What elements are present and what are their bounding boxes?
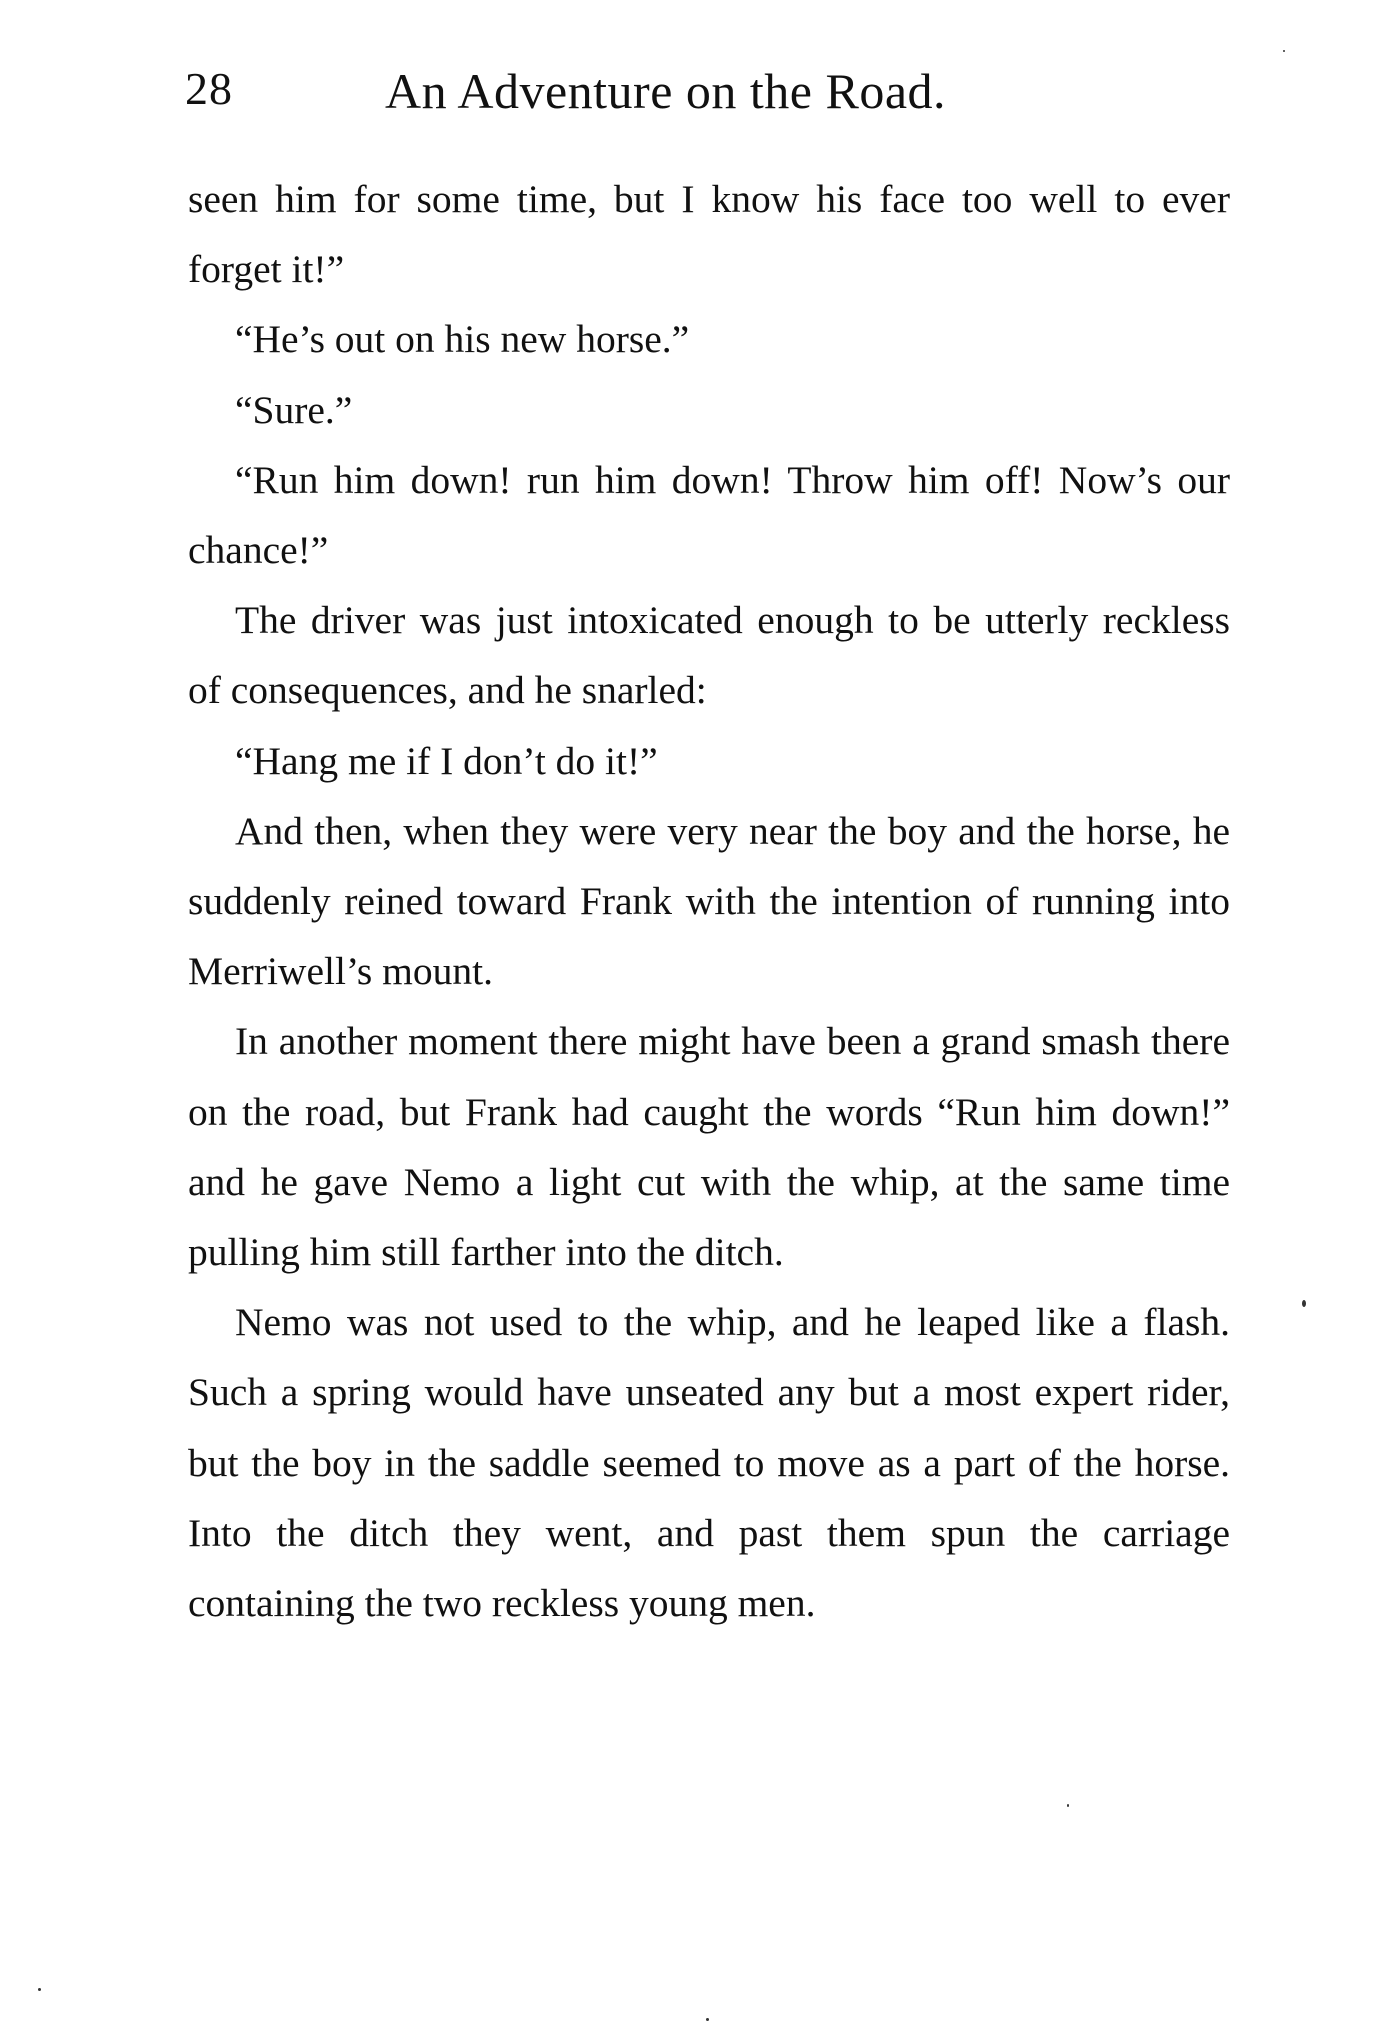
paragraph: “Hang me if I don’t do it!” — [235, 738, 658, 783]
running-title: An Adventure on the Road. — [385, 63, 947, 119]
body-text — [188, 164, 1230, 1638]
paragraph: “Run him down! run him down! Throw him off! Now’s our chance!” — [188, 457, 1230, 573]
paragraph: “He’s out on his new horse.” — [235, 317, 690, 362]
scan-speck — [1283, 50, 1285, 52]
page-header — [185, 62, 1230, 142]
scan-speck — [1067, 1804, 1069, 1807]
scan-speck — [706, 2018, 709, 2021]
scan-speck — [38, 1988, 41, 1991]
scan-speck — [1302, 1300, 1306, 1307]
paragraph: “Sure.” — [235, 387, 353, 432]
paragraph: Nemo was not used to the whip, and he leaped like a flash. Such a spring would have unseated any but a most expert rider, but the boy in the saddle seemed to move as a part of the horse. Into the ditch they went, and past them spun the carriage containing the two reckless young men. — [188, 1300, 1230, 1626]
paragraph: And then, when they were very near the boy and the horse, he suddenly reined toward Frank with the intention of running into Merriwell’s mount. — [188, 808, 1230, 994]
page-number: 28 — [185, 63, 233, 114]
paragraph-continued: seen him for some time, but I know his face too well to ever forget it!” — [188, 177, 1230, 292]
paragraph: The driver was just intoxicated enough to be utterly reckless of consequences, and he snarled: — [188, 598, 1230, 713]
paragraph: In another moment there might have been a grand smash there on the road, but Frank had caught the words “Run him down!” and he gave Nemo a light cut with the whip, at the same time pulling him still farther into the ditch. — [188, 1019, 1230, 1275]
